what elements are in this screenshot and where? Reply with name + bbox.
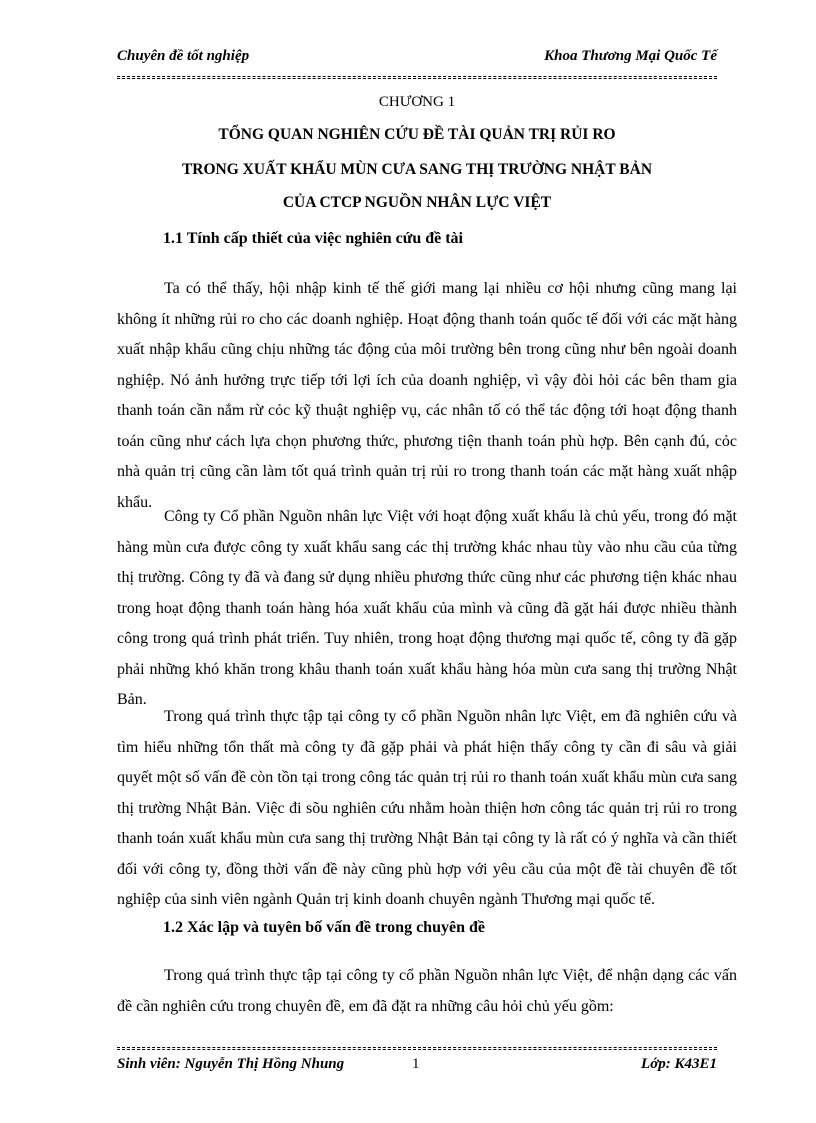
paragraph-2: Công ty Cổ phần Nguồn nhân lực Việt với hoạt động xuất khẩu là chủ yếu, trong đó mặt hàng mùn cưa được công ty xuất khẩu sang các thị trường khác nhau tùy vào nhu cầu của từng thị trường. Công ty đã và đang sử dụng nhiều phương thức cũng như các phương tiện khác nhau trong hoạt động thanh toán hàng hóa xuất khẩu của mình và cũng đã gặt hái được nhiều thành công trong quá trình phát triển. Tuy nhiên, trong hoạt động thương mại quốc tế, công ty đã gặp phải những khó khăn trong khâu thanh toán xuất khẩu hàng hóa mùn cưa sang thị trường Nhật Bản. [117, 508, 737, 708]
chapter-title-line-3: CỦA CTCP NGUỒN NHÂN LỰC VIỆT [282, 194, 552, 211]
header-topic: Chuyên đề tốt nghiệp [117, 48, 250, 64]
header-divider-secondary [117, 78, 717, 79]
footer-class: Lớp: K43E1 [641, 1056, 717, 1072]
header-divider [117, 76, 717, 77]
footer-divider [117, 1047, 717, 1048]
header-faculty: Khoa Thương Mại Quốc Tế [544, 48, 717, 64]
paragraph-1: Ta có thể thấy, hội nhập kinh tế thế giới mang lại nhiều cơ hội nhưng cũng mang lại không ít những rủi ro cho các doanh nghiệp. Hoạt động thanh toán quốc tế đối với các mặt hàng xuất nhập khẩu cũng chịu những tác động của môi trường bên trong cũng như bên ngoài doanh nghiệp. Nó ảnh hưởng trực tiếp tới lợi ích của doanh nghiệp, vì vậy đòi hỏi các bên tham gia thanh toán cần nắm rừ cỏc kỹ thuật nghiệp vụ, các nhân tố có thể tác động tới hoạt động thanh toán cũng như cách lựa chọn phương thức, phương tiện thanh toán phù hợp. Bên cạnh đú, cỏc nhà quản trị cũng cần làm tốt quá trình quản trị rủi ro trong thanh toán các mặt hàng xuất nhập khẩu. [117, 280, 737, 511]
chapter-title-line-2: TRONG XUẤT KHẨU MÙN CƯA SANG THỊ TRƯỜNG NHẬT BẢN [181, 161, 653, 178]
footer-divider-secondary [117, 1049, 717, 1050]
paragraph-3: Trong quá trình thực tập tại công ty cổ phần Nguồn nhân lực Việt, em đã nghiên cứu và tìm hiểu những tổn thất mà công ty đã gặp phải và phát hiện thấy công ty cần đi sâu và giải quyết một số vấn đề còn tồn tại trong công tác quản trị rủi ro thanh toán xuất khẩu mùn cưa sang thị trường Nhật Bản. Việc đi sõu nghiên cứu nhằm hoàn thiện hơn công tác quản trị rủi ro trong thanh toán xuất khẩu mùn cưa sang thị trường Nhật Bản tại công ty là rất có ý nghĩa và cần thiết đối với công ty, đồng thời vấn đề này cũng phù hợp với yêu cầu của một đề tài chuyên đề tốt nghiệp của sinh viên ngành Quản trị kinh doanh chuyên ngành Thương mại quốc tế. [117, 708, 737, 908]
section-heading-1-1: 1.1 Tính cấp thiết của việc nghiên cứu đề tài [163, 230, 463, 247]
chapter-number: CHƯƠNG 1 [378, 94, 456, 110]
footer-student-name: Sinh viên: Nguyễn Thị Hồng Nhung [117, 1056, 345, 1072]
paragraph-4: Trong quá trình thực tập tại công ty cổ phần Nguồn nhân lực Việt, để nhận dạng các vấn đề cần nghiên cứu trong chuyên đề, em đã đặt ra những câu hỏi chủ yếu gồm: [117, 967, 737, 1015]
page-header [117, 48, 717, 70]
section-heading-1-2: 1.2 Xác lập và tuyên bố vấn đề trong chuyên đề [163, 919, 485, 936]
page-footer [117, 1056, 717, 1078]
chapter-title-line-1: TỔNG QUAN NGHIÊN CỨU ĐỀ TÀI QUẢN TRỊ RỦI RO [218, 126, 616, 143]
page-number: 1 [412, 1056, 420, 1072]
